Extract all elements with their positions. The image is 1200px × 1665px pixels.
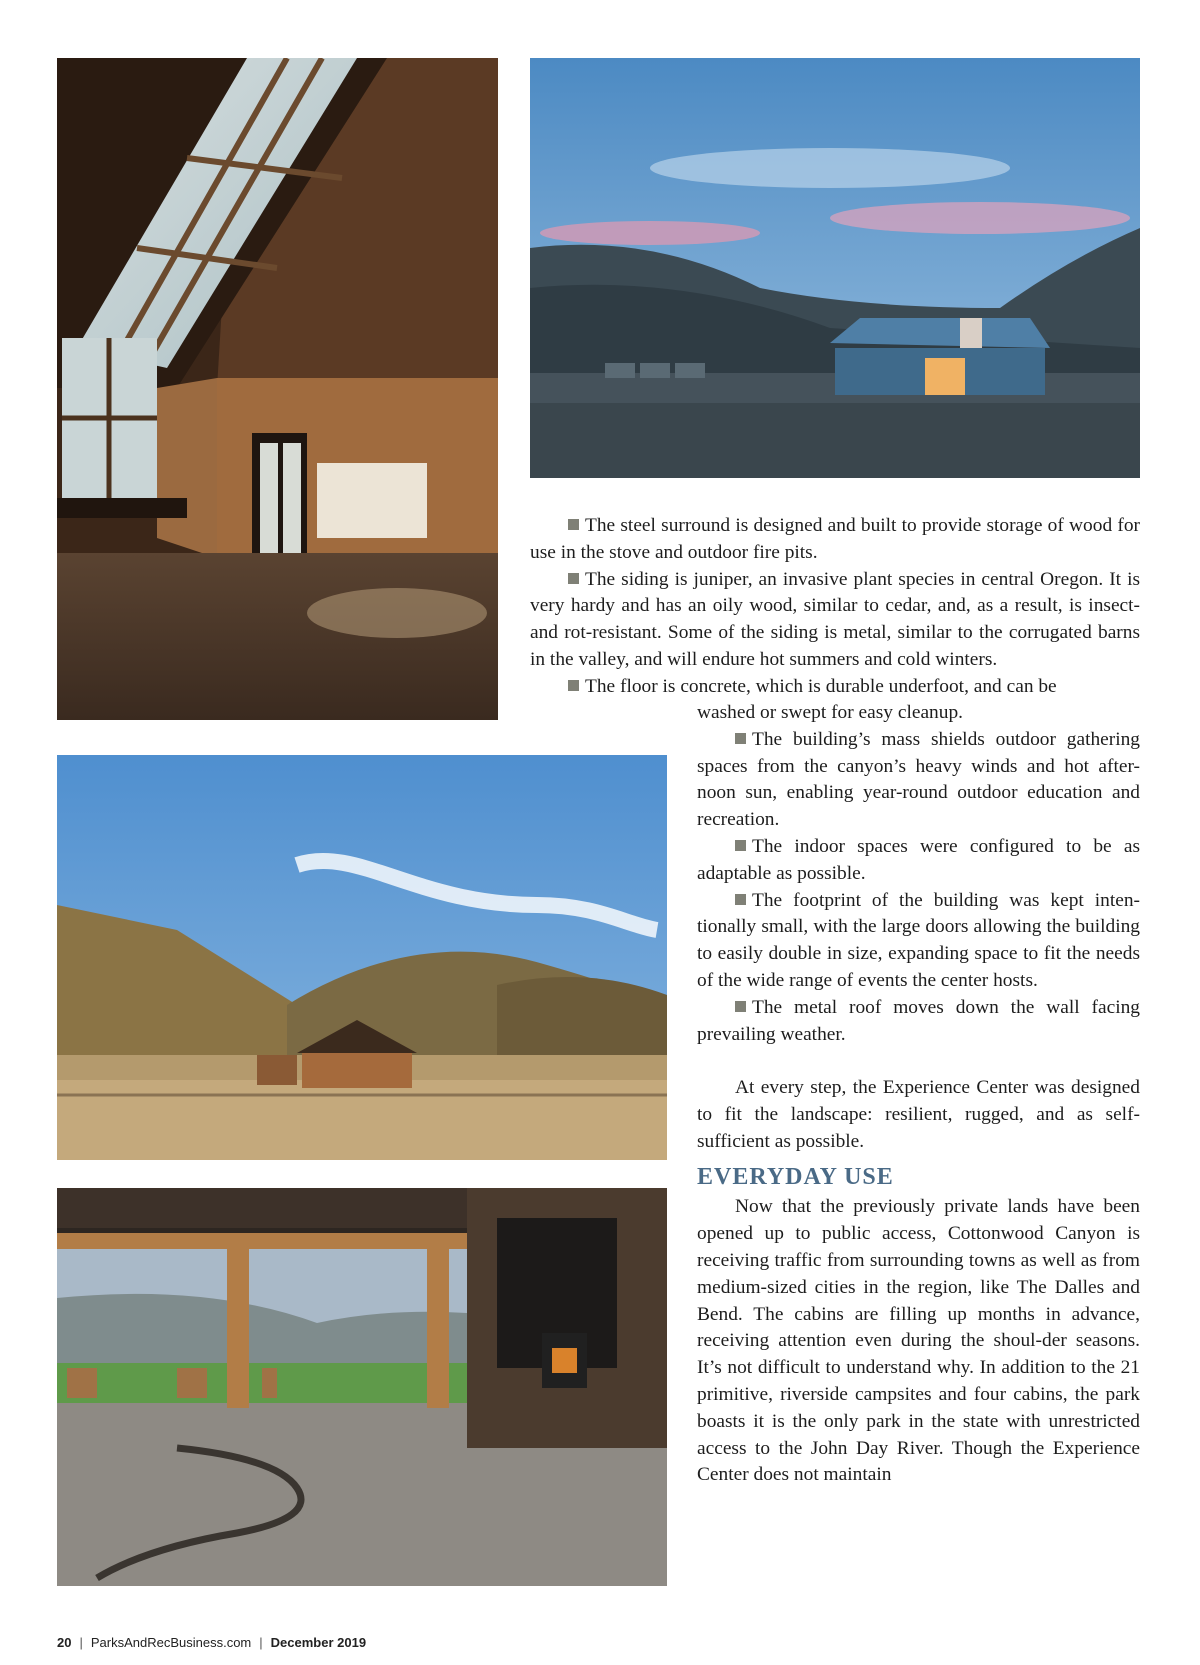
bullet-square-icon (735, 894, 746, 905)
photo-interior-loft (57, 58, 498, 720)
footer-separator: | (259, 1635, 263, 1650)
bullet-item: The floor is concrete, which is durable underfoot, and can be (530, 674, 1140, 701)
paragraph-spacer (697, 1048, 1140, 1075)
bullet-item: The siding is juniper, an invasive plant species in central Oregon. It is very hardy and has an oily wood, similar to cedar, and, as a result, is insect- and rot-resistant. Some of the siding is metal, similar to the corrugated barns in the valley, and will endure hot summers and cold winters. (530, 568, 1140, 670)
page-footer (57, 1635, 366, 1650)
bullet-square-icon (568, 573, 579, 584)
bullet-item: The indoor spaces were configured to be as adaptable as possible. (697, 835, 1140, 884)
footer-separator: | (79, 1635, 83, 1650)
footer-site: ParksAndRecBusiness.com (90, 1635, 252, 1650)
bullet-item: The footprint of the building was kept inten-tionally small, with the large doors allowing the building to easily double in size, expanding space to fit the needs of the wide range of events the center hosts. (697, 889, 1140, 991)
article-text-right (697, 700, 1140, 1489)
photo-porch-stove (57, 1188, 667, 1586)
bullet-item: The metal roof moves down the wall facing prevailing weather. (697, 996, 1140, 1045)
footer-issue: December 2019 (270, 1635, 367, 1650)
photo-cabin-hills (57, 755, 667, 1160)
page-number: 20 (57, 1635, 72, 1650)
bullet-item: The building’s mass shields outdoor gathering spaces from the canyon’s heavy winds and hot after-noon sun, enabling year-round outdoor education and recreation. (697, 728, 1140, 831)
bullet-square-icon (735, 733, 746, 744)
bullet-square-icon (735, 1001, 746, 1012)
bullet-square-icon (735, 840, 746, 851)
bullet-square-icon (568, 519, 579, 530)
article-text-top (530, 513, 1140, 701)
section-heading: EVERYDAY USE (697, 1163, 894, 1190)
bullet-continuation: washed or swept for easy cleanup. (697, 702, 963, 723)
closing-paragraph: At every step, the Experience Center was designed to fit the landscape: resilient, rugged, and as self-sufficient as possible. (697, 1077, 1140, 1152)
bullet-square-icon (568, 680, 579, 691)
bullet-item: The steel surround is designed and built to provide storage of wood for use in the stove and outdoor fire pits. (530, 515, 1140, 563)
section-paragraph: Now that the previously private lands have been opened up to public access, Cottonwood Canyon is receiving traffic from surrounding towns as well as from medium-sized cities in the region, like The Dalles and Bend. The cabins are filling up months in advance, receiving attention even during the shoul-der seasons. It’s not difficult to understand why. In addition to the 21 primitive, riverside campsites and four cabins, the park boasts it is the only park in the state with unrestricted access to the John Day River. Though the Experience Center does not maintain (697, 1196, 1140, 1486)
photo-barn-dusk (530, 58, 1140, 478)
